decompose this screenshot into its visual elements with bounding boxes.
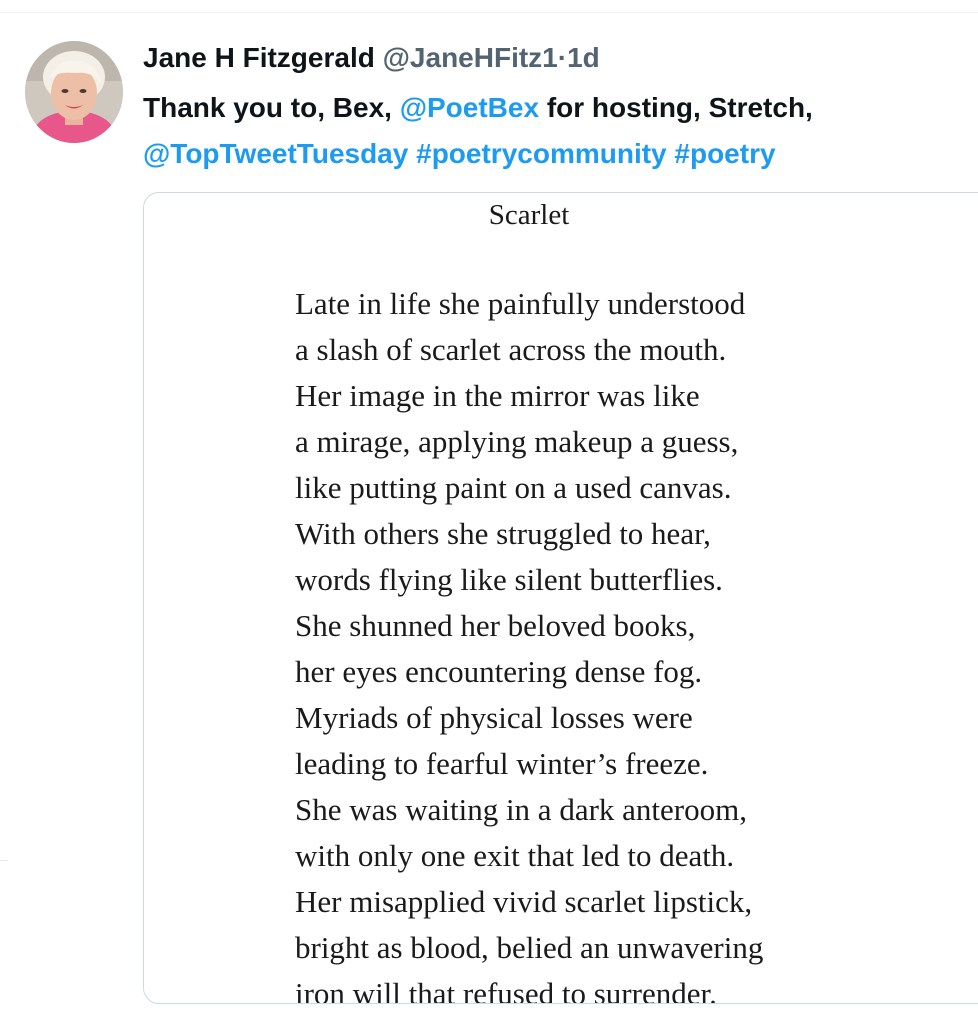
mention-toptweettuesday[interactable]: @TopTweetTuesday bbox=[143, 138, 409, 169]
hashtag-poetrycommunity[interactable]: #poetrycommunity bbox=[416, 138, 667, 169]
poem-line: leading to fearful winter’s freeze. bbox=[295, 746, 709, 781]
poem-line: a slash of scarlet across the mouth. bbox=[295, 332, 727, 367]
poem-title: Scarlet bbox=[488, 199, 570, 231]
poem-line: Her image in the mirror was like bbox=[295, 378, 700, 413]
top-divider bbox=[0, 12, 978, 13]
left-divider bbox=[0, 860, 8, 861]
mention-poetbex[interactable]: @PoetBex bbox=[399, 92, 540, 123]
tweet-header bbox=[143, 38, 963, 78]
tweet-text bbox=[143, 85, 963, 177]
poem-line: words flying like silent butterflies. bbox=[295, 562, 723, 597]
poem-line: She shunned her beloved books, bbox=[295, 608, 696, 643]
poem-line: With others she struggled to hear, bbox=[295, 516, 711, 551]
poem-line: Late in life she painfully understood bbox=[295, 286, 746, 321]
poem-line: bright as blood, belied an unwavering bbox=[295, 930, 764, 965]
avatar[interactable] bbox=[25, 41, 123, 143]
media-image[interactable] bbox=[143, 192, 978, 1004]
author-name[interactable]: Jane H Fitzgerald bbox=[143, 42, 375, 73]
poem-line: Myriads of physical losses were bbox=[295, 700, 693, 735]
poem-line: Her misapplied vivid scarlet lipstick, bbox=[295, 884, 753, 919]
poem-line: with only one exit that led to death. bbox=[295, 838, 735, 873]
poem-line: iron will that refused to surrender. bbox=[295, 976, 717, 1004]
tweet-text-part1: Thank you to, Bex, bbox=[143, 92, 400, 123]
poem-body bbox=[295, 281, 763, 1004]
avatar-photo bbox=[25, 41, 123, 143]
poem-line: like putting paint on a used canvas. bbox=[295, 470, 732, 505]
header-separator: · bbox=[557, 42, 568, 73]
poem-line: a mirage, applying makeup a guess, bbox=[295, 424, 739, 459]
tweet-timestamp[interactable]: 1d bbox=[567, 42, 600, 73]
tweet bbox=[143, 38, 963, 177]
poem-line: her eyes encountering dense fog. bbox=[295, 654, 703, 689]
author-handle[interactable]: @JaneHFitz1 bbox=[382, 42, 558, 73]
hashtag-poetry[interactable]: #poetry bbox=[674, 138, 776, 169]
tweet-text-part2: for hosting, Stretch, bbox=[539, 92, 813, 123]
poem-line: She was waiting in a dark anteroom, bbox=[295, 792, 747, 827]
